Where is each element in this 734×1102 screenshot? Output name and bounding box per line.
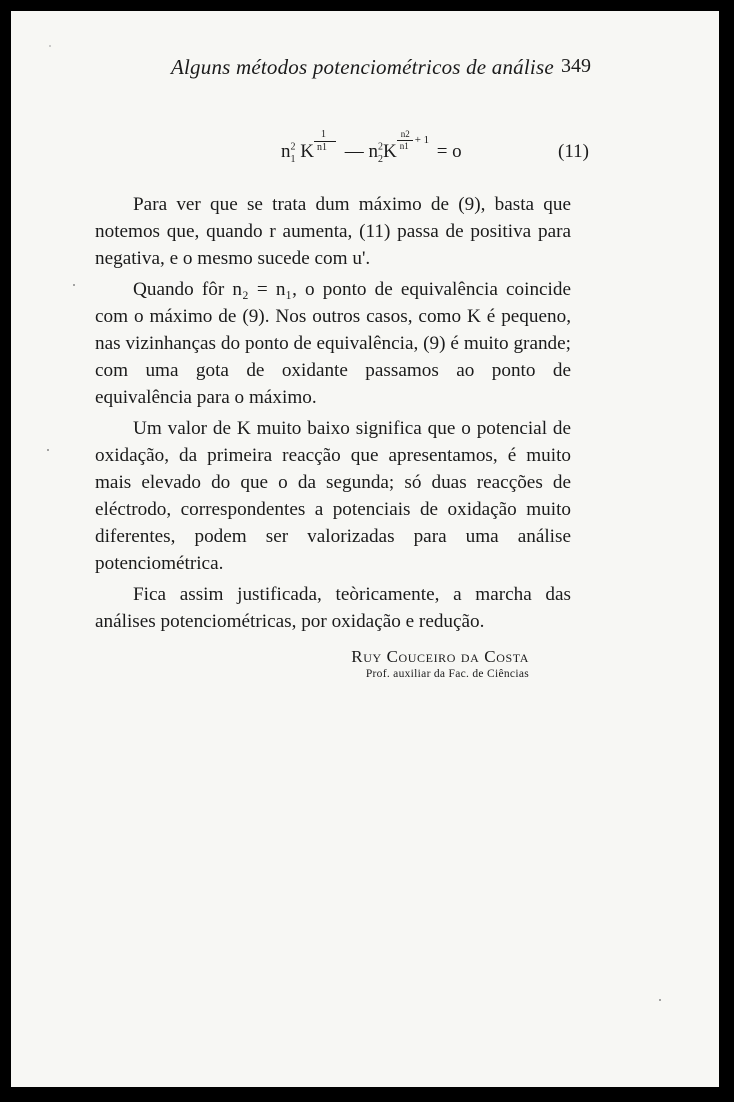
paper-speck <box>73 284 75 286</box>
book-page <box>11 11 719 1087</box>
paragraph: Quando fôr n₂ = n₁, o ponto de equivalência coincide com o máximo de (9). Nos outros casos, como K é pequeno, nas vizinhanças do ponto de equivalência, (9) é muito grande; com uma gota de oxidante passamos ao ponto de equivalência para o máximo. <box>95 279 571 408</box>
paper-speck <box>49 45 51 47</box>
running-title: Alguns métodos potenciométricos de análise <box>171 55 554 79</box>
equation-11 <box>61 127 601 187</box>
paper-speck <box>659 999 661 1001</box>
paragraph: Um valor de K muito baixo significa que o potencial de oxidação, da primeira reacção que apresentamos, é muito mais elevado do que o da segunda; só duas reacções de eléctrodo, correspondentes a potenciais de oxidação muito diferentes, podem ser valorizadas para uma análise potenciométrica. <box>95 418 571 574</box>
author-signature <box>351 647 529 680</box>
paragraph: Para ver que se trata dum máximo de (9), basta que notemos que, quando r aumenta, (11) passa de positiva para negativa, e o mesmo sucede com u'. <box>95 194 571 269</box>
equation-number: (11) <box>558 141 589 162</box>
running-head <box>71 55 591 85</box>
paragraph: Fica assim justificada, teòricamente, a marcha das análises potenciométricas, por oxidação e redução. <box>95 584 571 632</box>
author-name: Ruy Couceiro da Costa <box>351 647 529 666</box>
equation-body: $n^2_1$ K $\frac{1}{n1}$ — $n^2_2K$ n2 n1 + 1 = o <box>281 129 462 165</box>
author-title: Prof. auxiliar da Fac. de Ciências <box>365 668 529 680</box>
exponent-fraction-2: n2 n1 + 1 <box>397 129 437 153</box>
page-number: 349 <box>561 55 591 77</box>
paper-speck <box>47 449 49 451</box>
body-text <box>95 191 571 639</box>
exponent-fraction-1: $\frac{1}{n1}$ <box>314 129 340 153</box>
